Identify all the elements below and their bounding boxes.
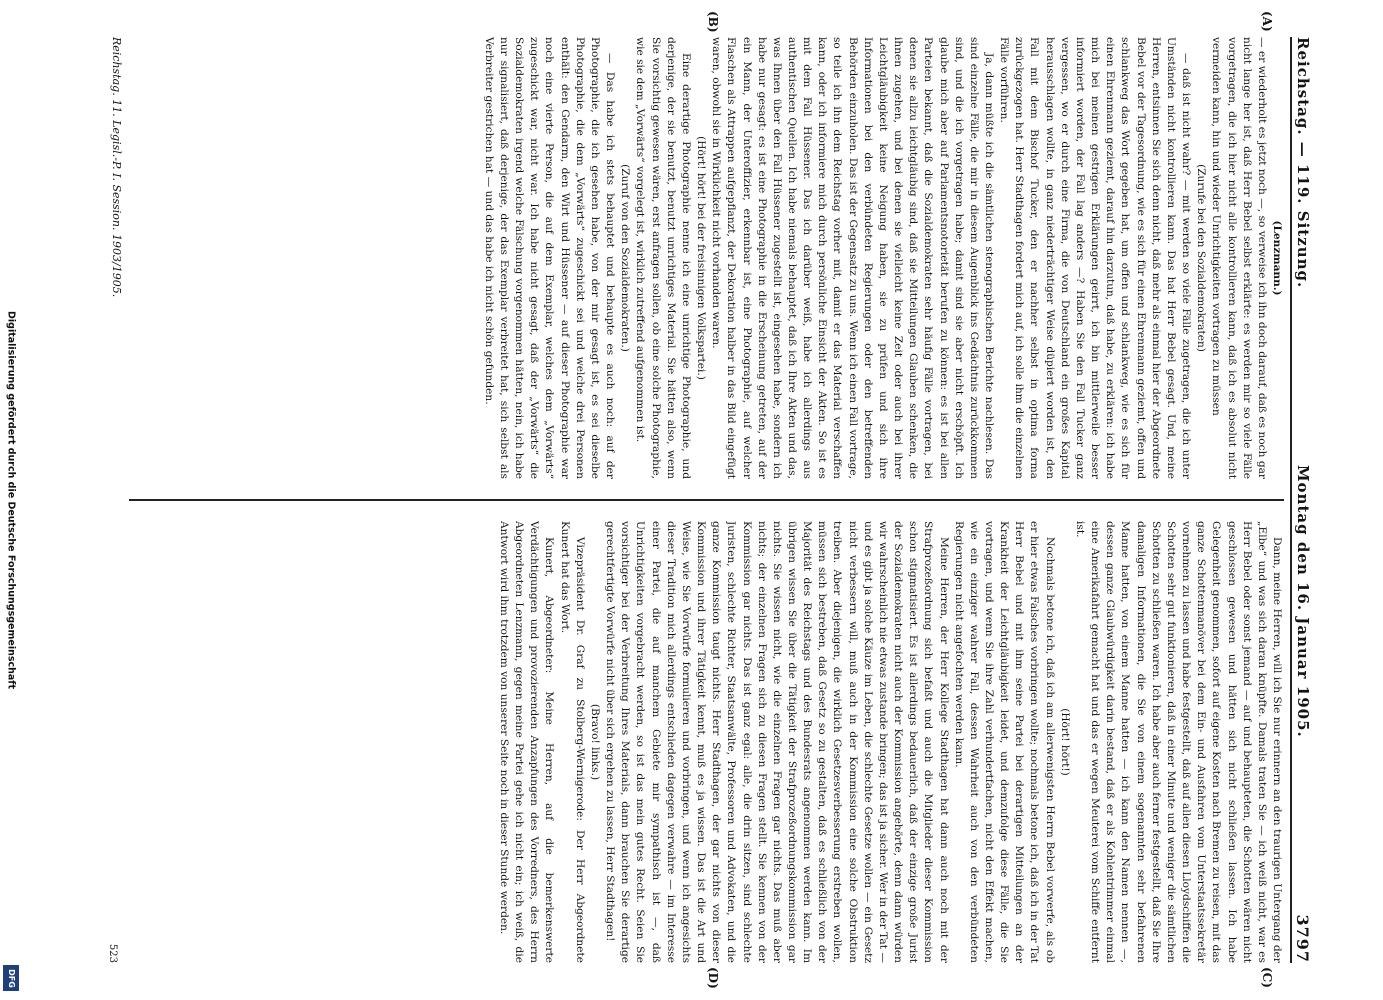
margin-mark-a: (A) <box>1260 11 1274 32</box>
interjection: (Zurufe bei den Sozialdemokraten) <box>1195 164 1208 352</box>
interjection: (Hört! hört!) <box>1058 708 1071 776</box>
paragraph: Nochmals betone ich, daß ich am allerwenigsten Herrn Bebel vorwerfe, als ob er hier etwas Falsches vorbringen wollte; nochmals betone ich, daß ich in der Tat Herr Bebel und mit ihm seine Partei bei derartigen Mitteilungen an der Krankheit der Leichtgläubigkeit leidet, und demzufolge diese Fälle, die Sie vortragen, und wenn Sie ihre Zahl verhundertfachen, nicht den Effekt machen, wie ein einziger wahrer Fall, dessen Wahrheit auch von den verbündeten Regierungen nicht angefochten werden kann. <box>952 521 1056 963</box>
footer-sheet-number: 523 <box>107 943 118 963</box>
digitization-credit: Digitalisierung gefördert durch die Deutsche Forschungsgemeinschaft <box>5 311 17 689</box>
interjection: (Hört! hört! bei der freisinnigen Volkspartei.) <box>695 136 708 380</box>
paragraph: Eine derartige Photographie nenne ich eine unrichtige Photographie, und derjenige, der sie benutzt, benutzt unrichtiges Material. Sie hätten also, wenn Sie vorsichtig gewesen wären, erst anfragen sollen, ob eine solche Photographie, wie sie dem „Vorwärts“ vorgelegt ist, wirklich zutreffend aufgenommen ist. <box>634 37 692 479</box>
kunert-statement: Kunert, Abgeordneter: Meine Herren, auf die bemerkenswerte Verdächtigungen und provozierenden Anzapfungen des Vorredners, des Herrn Abgeordneten Lenzmann, gegen meine Partei gehe ich nicht ein; ich weiß, die Antwort wird ihm trotzdem von unserer Seite noch in dieser Stunde werden. <box>498 521 556 963</box>
margin-mark-b: (B) <box>706 11 720 33</box>
rotated-newspaper-page <box>90 11 1320 989</box>
paragraph: — Das habe ich stets behauptet und behaupte es auch noch: auf der Photographie, die ich gesehen habe, von der mir gesagt ist, es sei dieselbe Photographie, die dem „Vorwärts“ zugeschickt sei und welche drei Personen enthält: den Gendarm, den Wirt und Hüssener — auf dieser Photographie war noch eine vierte Person, die auf dem Exemplar, welches dem „Vorwärts“ zugeschickt war, nicht war. Ich habe nicht gesagt, daß der „Vorwärts“ die Sozialdemokraten irgend welche Fälschung vorgenommen hätten, nein, ich habe nur signalisiert, daß derjenige, der das Exemplar verbreitet hat, sich selbst als Verbreiter gestrichen hat — und das habe ich nicht schön gefunden. <box>482 37 617 479</box>
page-footer <box>94 37 124 963</box>
right-column <box>129 521 1284 963</box>
interjection: (Zuruf von den Sozialdemokraten.) <box>619 164 632 352</box>
page-header <box>1290 37 1320 963</box>
left-column <box>129 37 1284 479</box>
interjection: (Bravo! links.) <box>588 703 601 781</box>
paragraph: Dann, meine Herren, will ich Sie nur erinnern an den traurigen Untergang der „Elbe“ und was sich daran knüpfte. Damals traten Sie — ich weiß nicht, war es Herr Bebel oder sonst jemand — auf und behaupteten, die Schotten wären nicht geschlossen gewesen und hätten sich nicht schließen lassen. Ich habe Gelegenheit genommen, sofort auf eigene Kosten nach Bremen zu reisen, mit das ganze Schottenmanöver bei dem Ein- und Ausfahren vom Unterstaatssekretär vornehmen zu lassen und habe festgestellt, daß auf allen diesen Lloydschiffen die Schotten sehr gut funktionieren, daß in einer Minute und weniger die sämtlichen Schotten zu schließen waren. Ich habe aber auch ferner festgestellt, daß Sie Ihre damaligen Informationen, die Sie von einem sogenannten sehr befahrenen Manne hatten, von einem Manne hatten — ich kann den Namen nennen —, dessen ganze Glaubwürdigkeit darin bestand, daß er als Kohlentrimmer einmal eine Amerikafahrt gemacht hat und das er wegen Meuterei vom Schiffe entfernt ist. <box>1073 521 1283 963</box>
page-number: 3797 <box>1293 914 1313 963</box>
dfg-logo <box>3 965 19 991</box>
vice-president-statement: Vizepräsident Dr. Graf zu Stolberg-Wernigerode: Der Herr Abgeordnete Kunert hat das Wort. <box>558 521 586 963</box>
dfg-logo-text: DFG <box>6 968 16 988</box>
column-divider <box>129 499 1284 501</box>
header-date: Montag den 16. Januar 1905. <box>1294 464 1313 738</box>
speaker-label: (Lenzmann.) <box>1271 220 1283 296</box>
footer-legislature: Reichstag. 11. Legisl.-P. I. Session. 1903/1905. <box>110 37 123 298</box>
margin-mark-c: (C) <box>1260 967 1274 988</box>
paragraph: — er wiederholt es jetzt noch —, so verweise ich ihn doch darauf, daß es noch gar nicht lange her ist, daß Herr Bebel selbst erklärte: es werden mir so viele Fälle vorgetragen, die ich hier nicht alle kontrollieren kann, daß ich es absolut nicht vermeiden kann, hin und wieder Unrichtigkeiten vortragen zu müssen <box>1210 37 1268 479</box>
header-session: Reichstag. — 119. Sitzung. <box>1294 37 1313 289</box>
paragraph: Ja, dann müßte ich die sämtlichen stenographischen Berichte nachlesen. Das sind einzelne Fälle, die mir in diesem Augenblick ins Gedächtnis zurückkommen sind, und die ich vorgetragen habe; damit sind sie aber nicht erschöpft. Ich glaube mich aber auf Parlamentsnotorietät berufen zu können: es ist bei allen Parteien bekannt, daß die Sozialdemokraten sehr häufig Fälle vortragen, bei denen sie allzu leichtgläubig sind, daß sie Mitteilungen Glauben schenken, die ihnen zugehen, und bei denen sie vielleicht keine Zeit oder auch bei ihrer Leichtgläubigkeit keine Neigung haben, sie zu prüfen und sich ihre Informationen bei den verbündeten Regierungen oder den betreffenden Behörden einzuholen. Das ist der Gegensatz zu uns. Wenn ich einen Fall vortrage, so teile ich ihn dem Reichstag vorher mit, damit er das Material verschaffen kann, oder ich informiere mich durch persönliche Einsicht der Akten. So ist es mit dem Fall Hüssener. Das ich darüber weiß, habe ich allerdings aus authentischen Quellen. Ich habe niemals behauptet, daß ich Ihre Akten und das, was Ihnen über den Fall Hüssener zugestellt ist, eingesehen habe, sondern ich habe nur gesagt: es ist eine Photographie in die Erscheinung getreten, auf der ein Mann, der Unteroffizier, erkennbar ist, eine Photographie, auf welcher Flaschen als Attrappen aufgepflanzt, der Dekoration halber in das Bild eingefügt waren, obwohl sie in Wirklichkeit nicht vorhanden waren. <box>710 37 996 479</box>
paragraph: — daß ist nicht wahr? — mit werden so viele Fälle zugetragen, die ich unter Umständen nicht kontrollieren kann. Das hat Herr Bebel gesagt. Und, meine Herren, entsinnen Sie sich denn nicht, daß mehr als einmal hier der Abgeordnete Bebel vor der Tagesordnung, wie es sich für einen Ehrenmann geziemt, offen und schlankweg das Wort gegeben hat, um offen und schlankweg, wie es sich für einen Ehrenmann geziemt, darauf hin darzutun, daß habe, zu erklären: ich habe mich bei meinen gestrigen Erklärungen geirrt, ich bin mittlerweile besser informiert worden, der Fall lag anders —? Haben Sie den Fall Tucker ganz vergessen, wo er durch eine Firma, die von Deutschland ein großes Kapital herausschlagen wollte, in ganz niederträchtiger Weise düpiert worden ist, den Fall mit dem Bischof Tucker, den er nachher selbst in optima forma zurückgezogen hat. Herr Stadthagen fordert mich auf, ich solle ihm die einzelnen Fälle vorführen. <box>998 37 1193 479</box>
margin-mark-d: (D) <box>706 967 720 989</box>
credit-strip <box>0 0 22 1000</box>
paragraph: Meine Herren, der Herr Kollege Stadthagen hat dann auch noch mit der Strafprozeßordnung sich befaßt und auch die Mitglieder dieser Kommission schon stigmatisiert. Es ist allerdings bedauerlich, daß der einzige große Jurist der Sozialdemokraten nicht auch der Kommission angehörte, denn dann würden wir wahrscheinlich nie etwas zustande bringen; das ist ja sicher. Wer in der Tat — und es gibt ja solche Käuze im Leben, die schlechte Gesetze wollen — ein Gesetz nicht verbessern will, muß auch in der Kommission eine solche Obstruktion treiben. Aber diejenigen, die wirklich Gesetzesverbesserung erstreben wollen, müssen sich bestreben, daß Gesetz so zu gestalten, daß es schließlich von der Majorität des Reichstags und des Bundesrats angenommen werden kann. Im übrigen wissen Sie über die Tätigkeit der Strafprozeßordnungskommission gar nichts. Sie wissen nicht, wie die einzelnen Fragen gar nichts. Das muß aber nichts; der einzelnen Fragen sich zu diesen Fragen stellt. Sie kennen von der Kommission gar nichts. Das ist ganz egal: alle, die drin sitzen, sind schlechte Juristen, schlechte Richter, Staatsanwälte, Professoren und Advokaten, und die ganze Kommission taugt nichts. Herr Stadthagen, der gar nichts von dieser Kommission und ihrer Tätigkeit kennt, muß es ja wissen. Das ist die Art und Weise, wie Sie Vorwürfe formulieren und vorbringen, und wenn ich angesichts dieser Tradition mich allerdings entschieden dagegen verwahre — im Interesse einer Partei, die auf manchem Gebiete mir sympathisch ist —, daß Unrichtigkeiten vorgebracht werden, so ist das mein gutes Recht. Seien Sie vorsichtiger bei der Verbreitung Ihres Materials, dann brauchen Sie derartige gerechtfertigte Vorwürfe nicht über sich ergehen zu lassen, Herr Stadthagen! <box>604 521 950 963</box>
